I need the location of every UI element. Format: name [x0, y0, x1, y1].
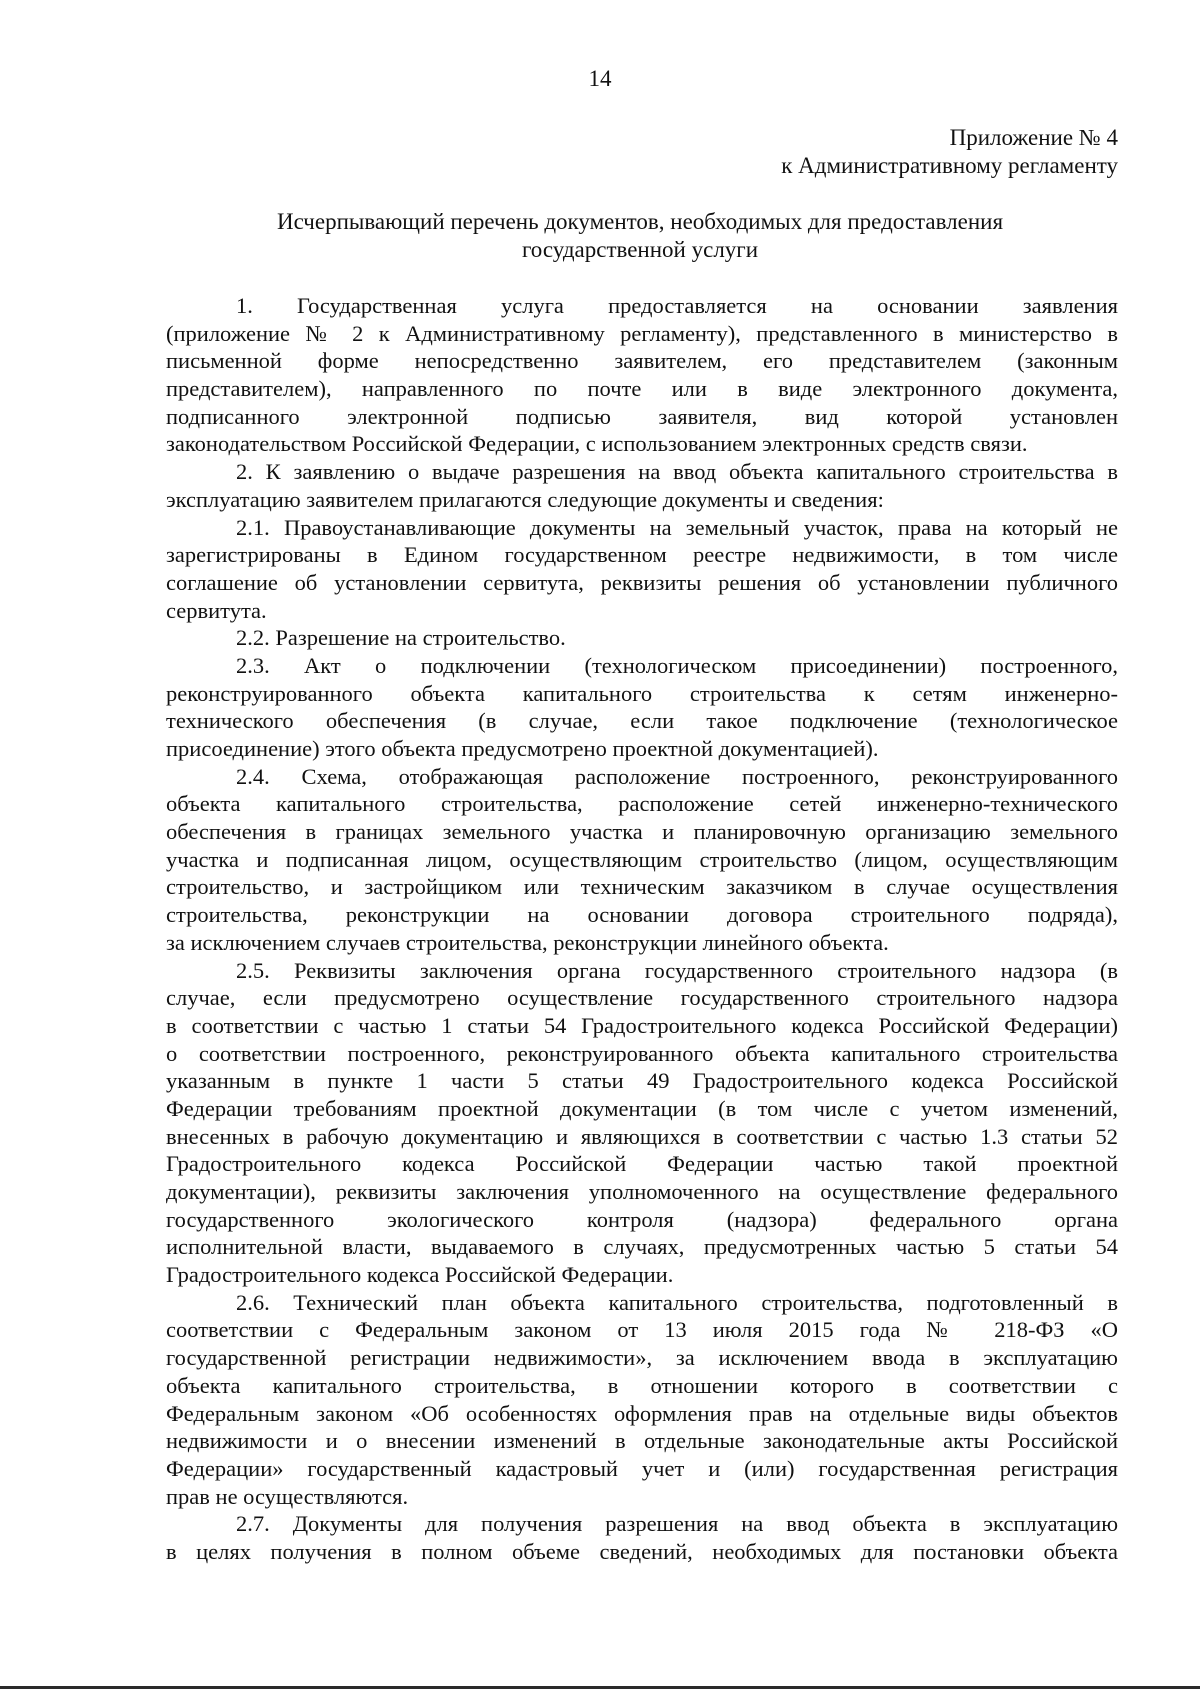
body-line: Градостроительного кодекса Российской Федерации частью такой проектной [166, 1151, 1118, 1177]
scan-bottom-edge [0, 1686, 1200, 1689]
body-line: Градостроительного кодекса Российской Федерации. [166, 1262, 674, 1288]
page-number: 14 [588, 66, 612, 91]
body-line: государственного экологического контроля (надзора) федерального органа [166, 1206, 1118, 1232]
document-title [160, 208, 1120, 264]
body-line: за исключением случаев строительства, реконструкции линейного объекта. [166, 929, 889, 955]
body-line: документации), реквизиты заключения уполномоченного на осуществление федерального [166, 1179, 1118, 1204]
body-line: Федерации требованиям проектной документации (в том числе с учетом изменений, [166, 1095, 1118, 1121]
body-line: строительства, реконструкции на основании договора строительного подряда), [166, 902, 1118, 928]
body-line: случае, если предусмотрено осуществление государственного строительного надзора [166, 985, 1118, 1011]
appendix-reference [781, 124, 1118, 180]
body-line: обеспечения в границах земельного участка и планировочную организацию земельного [166, 819, 1118, 845]
body-line: реконструированного объекта капитального строительства к сетям инженерно- [166, 680, 1118, 706]
body-line: внесенных в рабочую документацию и являющихся в соответствии с частью 1.3 статьи 52 [166, 1123, 1118, 1149]
body-line: присоединение) этого объекта предусмотрено проектной документацией). [166, 736, 879, 761]
body-line: Федерации» государственный кадастровый учет и (или) государственная регистрация [166, 1455, 1118, 1481]
appendix-line-2: к Административному регламенту [781, 153, 1118, 178]
appendix-line-1: Приложение № 4 [949, 125, 1118, 150]
body-line: соответствии с Федеральным законом от 13 июля 2015 года № 218-ФЗ «О [166, 1317, 1118, 1343]
body-line: в целях получения в полном объеме сведений, необходимых для постановки объекта [166, 1538, 1118, 1564]
title-line-2: государственной услуги [521, 237, 759, 262]
body-line: указанным в пункте 1 части 5 статьи 49 Градостроительного кодекса Российской [166, 1068, 1118, 1094]
document-body [166, 292, 1118, 1566]
body-line: строительство, и застройщиком или техническим заказчиком в случае осуществления [166, 874, 1118, 900]
title-line-1: Исчерпывающий перечень документов, необходимых для предоставления [276, 209, 1004, 234]
body-line: письменной форме непосредственно заявителем, его представителем (законным [166, 348, 1118, 374]
body-line: 2.5. Реквизиты заключения органа государственного строительного надзора (в [236, 957, 1118, 983]
body-line: 2.1. Правоустанавливающие документы на земельный участок, права на который не [236, 514, 1118, 540]
body-line: Федеральным законом «Об особенностях оформления прав на отдельные виды объектов [166, 1400, 1118, 1426]
body-line: прав не осуществляются. [166, 1483, 409, 1509]
body-line: 2.4. Схема, отображающая расположение построенного, реконструированного [236, 763, 1118, 789]
body-line: представителем), направленного по почте или в виде электронного документа, [166, 376, 1118, 402]
body-line: 2.2. Разрешение на строительство. [236, 625, 566, 651]
body-line: 2.6. Технический план объекта капитального строительства, подготовленный в [236, 1289, 1118, 1315]
body-line: в соответствии с частью 1 статьи 54 Градостроительного кодекса Российской Федерации) [166, 1012, 1118, 1038]
body-line: государственной регистрации недвижимости», за исключением ввода в эксплуатацию [166, 1345, 1118, 1371]
body-line: (приложение № 2 к Административному регламенту), представленного в министерство в [166, 320, 1118, 346]
body-line: 1. Государственная услуга предоставляется на основании заявления [236, 293, 1118, 318]
body-line: 2.7. Документы для получения разрешения на ввод объекта в эксплуатацию [236, 1511, 1118, 1537]
body-line: о соответствии построенного, реконструированного объекта капитального строительства [166, 1040, 1118, 1066]
body-line: участка и подписанная лицом, осуществляющим строительство (лицом, осуществляющим [166, 846, 1118, 872]
body-line: зарегистрированы в Едином государственном реестре недвижимости, в том числе [166, 542, 1118, 568]
body-line: эксплуатацию заявителем прилагаются следующие документы и сведения: [166, 486, 884, 512]
body-line: объекта капитального строительства, расположение сетей инженерно-технического [166, 791, 1118, 817]
body-line: подписанного электронной подписью заявителя, вид которой установлен [166, 403, 1118, 429]
body-line: соглашение об установлении сервитута, реквизиты решения об установлении публичного [166, 569, 1118, 595]
body-line: сервитута. [166, 597, 267, 623]
body-line: недвижимости и о внесении изменений в отдельные законодательные акты Российской [166, 1428, 1118, 1454]
body-line: законодательством Российской Федерации, с использованием электронных средств связи. [166, 431, 1028, 457]
body-line: исполнительной власти, выдаваемого в случаях, предусмотренных частью 5 статьи 54 [166, 1234, 1118, 1260]
body-line: технического обеспечения (в случае, если такое подключение (технологическое [166, 708, 1118, 734]
body-line: 2.3. Акт о подключении (технологическом присоединении) построенного, [236, 652, 1118, 678]
body-line: 2. К заявлению о выдаче разрешения на ввод объекта капитального строительства в [236, 459, 1118, 485]
body-line: объекта капитального строительства, в отношении которого в соответствии с [166, 1372, 1118, 1398]
